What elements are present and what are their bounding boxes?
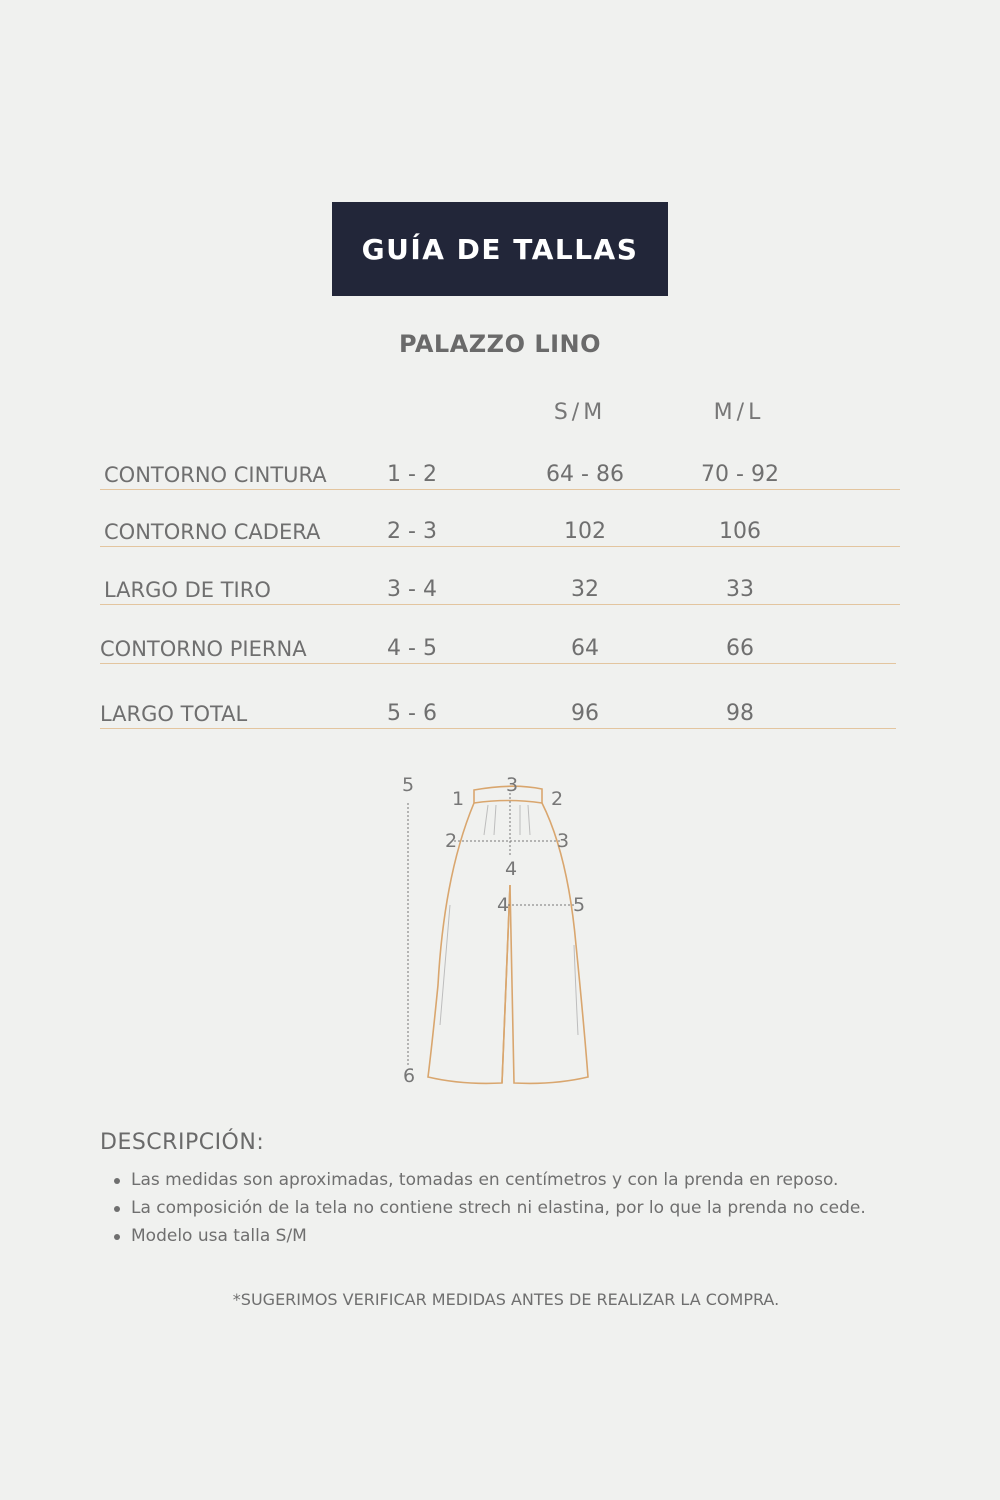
row-label: CONTORNO CINTURA xyxy=(104,463,327,487)
description-list xyxy=(112,1166,866,1250)
table-row xyxy=(100,565,900,605)
measurement-lines xyxy=(408,793,574,1065)
marker-4-crotch: 4 xyxy=(505,858,518,880)
row-value-sm: 32 xyxy=(571,577,599,602)
marker-4-leg: 4 xyxy=(497,894,510,916)
title-banner xyxy=(332,202,668,296)
marker-3-right: 3 xyxy=(557,830,570,852)
marker-6: 6 xyxy=(403,1065,416,1087)
row-range: 4 - 5 xyxy=(387,636,437,661)
row-divider xyxy=(100,663,896,665)
list-item: Las medidas son aproximadas, tomadas en centímetros y con la prenda en reposo. xyxy=(112,1166,866,1194)
row-value-ml: 106 xyxy=(719,519,761,544)
row-value-ml: 70 - 92 xyxy=(701,462,779,487)
table-row xyxy=(100,689,896,729)
row-label: LARGO TOTAL xyxy=(100,702,248,726)
table-row xyxy=(100,624,896,664)
column-header-ml: M/L xyxy=(713,400,765,425)
marker-5-leg: 5 xyxy=(573,894,586,916)
description-title: DESCRIPCIÓN: xyxy=(100,1130,265,1155)
marker-3-top: 3 xyxy=(506,774,519,796)
row-value-sm: 96 xyxy=(571,701,599,726)
column-header-sm: S/M xyxy=(553,400,607,425)
row-value-ml: 33 xyxy=(726,577,754,602)
pants-measurement-diagram xyxy=(390,765,610,1095)
row-divider xyxy=(100,489,900,491)
product-name: PALAZZO LINO xyxy=(398,330,602,358)
row-range: 2 - 3 xyxy=(387,519,437,544)
row-label: LARGO DE TIRO xyxy=(104,578,271,602)
footnote: *SUGERIMOS VERIFICAR MEDIDAS ANTES DE REALIZAR LA COMPRA. xyxy=(232,1290,780,1309)
list-item: Modelo usa talla S/M xyxy=(112,1222,866,1250)
list-item: La composición de la tela no contiene strech ni elastina, por lo que la prenda no cede. xyxy=(112,1194,866,1222)
row-range: 1 - 2 xyxy=(387,462,437,487)
row-value-sm: 64 - 86 xyxy=(546,462,624,487)
table-row xyxy=(100,507,900,547)
row-label: CONTORNO CADERA xyxy=(104,520,321,544)
marker-5-top: 5 xyxy=(402,774,415,796)
row-value-ml: 66 xyxy=(726,636,754,661)
marker-1: 1 xyxy=(452,788,465,810)
page-title: GUÍA DE TALLAS xyxy=(361,232,639,266)
row-value-sm: 64 xyxy=(571,636,599,661)
table-row xyxy=(100,450,900,490)
marker-2-left: 2 xyxy=(445,830,458,852)
row-range: 3 - 4 xyxy=(387,577,437,602)
row-range: 5 - 6 xyxy=(387,701,437,726)
row-label: CONTORNO PIERNA xyxy=(100,637,307,661)
row-divider xyxy=(100,604,900,606)
row-value-sm: 102 xyxy=(564,519,606,544)
row-divider xyxy=(100,728,896,730)
row-value-ml: 98 xyxy=(726,701,754,726)
marker-2-right: 2 xyxy=(551,788,564,810)
row-divider xyxy=(100,546,900,548)
